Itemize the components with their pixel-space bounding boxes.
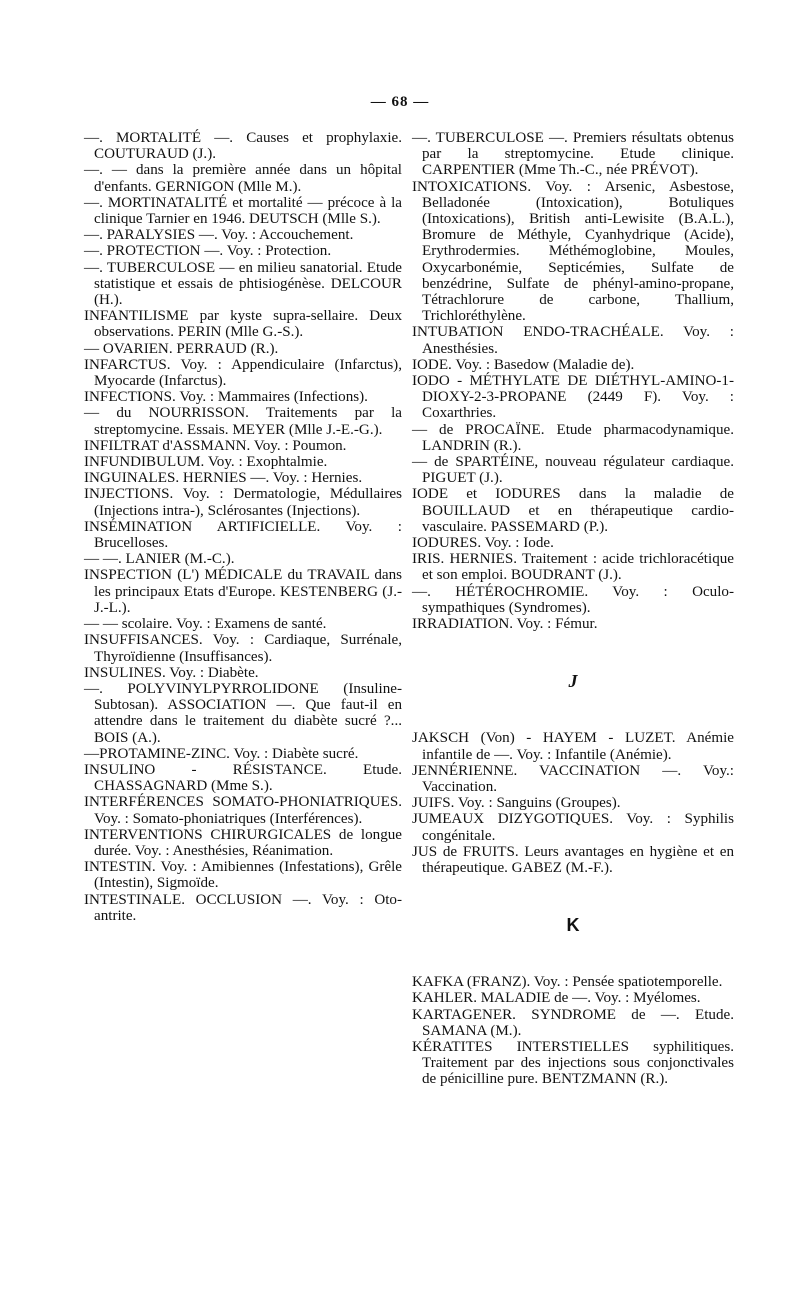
- index-entry: INSUFFISANCES. Voy. : Cardiaque, Surrénale, Thyroïdienne (Insuffisances).: [84, 632, 402, 665]
- index-entry: JENNÉRIENNE. VACCINATION —. Voy.: Vaccination.: [412, 762, 734, 795]
- index-entry: INFILTRAT d'ASSMANN. Voy. : Poumon.: [84, 437, 347, 454]
- index-entry: JUMEAUX DIZYGOTIQUES. Voy. : Syphilis congénitale.: [412, 811, 734, 844]
- index-entry: INJECTIONS. Voy. : Dermatologie, Médullaires (Injections intra-), Sclérosantes (Injections).: [84, 486, 402, 519]
- index-entry: — de PROCAÏNE. Etude pharmacodynamique. LANDRIN (R.).: [412, 421, 734, 454]
- index-entry: —. TUBERCULOSE —. Premiers résultats obtenus par la streptomycine. Etude clinique. CARPENTIER (Mme Th.-C., née PRÉVOT).: [412, 130, 734, 179]
- index-entry: INFUNDIBULUM. Voy. : Exophtalmie.: [84, 454, 328, 471]
- index-entry: —PROTAMINE-ZINC. Voy. : Diabète sucré.: [84, 745, 359, 762]
- index-entry: IODE. Voy. : Basedow (Maladie de).: [412, 356, 635, 373]
- index-entry: IRIS. HERNIES. Traitement : acide trichloracétique et son emploi. BOUDRANT (J.).: [412, 551, 734, 584]
- index-entry: JUIFS. Voy. : Sanguins (Groupes).: [412, 795, 621, 812]
- index-entry: —. MORTINATALITÉ et mortalité — précoce à la clinique Tarnier en 1946. DEUTSCH (Mlle S.).: [84, 194, 402, 228]
- index-entry: —. HÉTÉROCHROMIE. Voy. : Oculo-sympathiques (Syndromes).: [412, 583, 734, 616]
- index-column-left: [84, 130, 402, 924]
- index-entry: — OVARIEN. PERRAUD (R.).: [84, 340, 279, 357]
- index-entry: JUS de FRUITS. Leurs avantages en hygiène et en thérapeutique. GABEZ (M.-F.).: [412, 843, 734, 876]
- section-letter-j: J: [568, 671, 578, 692]
- index-entry: IODURES. Voy. : Iode.: [412, 535, 554, 552]
- index-entry: —. PARALYSIES —. Voy. : Accouchement.: [84, 227, 354, 244]
- index-entry: KAFKA (FRANZ). Voy. : Pensée spatiotemporelle.: [412, 974, 723, 991]
- index-entry: INTESTIN. Voy. : Amibiennes (Infestations), Grêle (Intestin), Sigmoïde.: [84, 859, 402, 892]
- section-letter-k: K: [566, 915, 580, 936]
- index-entry: INTERFÉRENCES SOMATO-PHONIATRIQUES. Voy. : Somato-phoniatriques (Interférences).: [84, 794, 402, 827]
- index-entry: KÉRATITES INTERSTIELLES syphilitiques. Traitement par des injections sous conjonctivales de pénicilline pure. BENTZMANN (R.).: [412, 1038, 734, 1088]
- index-entry: IRRADIATION. Voy. : Fémur.: [412, 616, 598, 633]
- index-entry: —. — dans la première année dans un hôpital d'enfants. GERNIGON (Mlle M.).: [84, 162, 402, 195]
- index-entry: — — scolaire. Voy. : Examens de santé.: [84, 616, 327, 633]
- page-number: — 68 —: [370, 94, 430, 110]
- index-entry: INSÉMINATION ARTIFICIELLE. Voy. : Brucelloses.: [84, 518, 402, 552]
- index-entry: — du NOURRISSON. Traitements par la streptomycine. Essais. MEYER (Mlle J.-E.-G.).: [84, 405, 402, 438]
- index-entry: —. PROTECTION —. Voy. : Protection.: [84, 243, 332, 260]
- index-entry: INTERVENTIONS CHIRURGICALES de longue durée. Voy. : Anesthésies, Réanimation.: [84, 826, 402, 859]
- index-entry: — —. LANIER (M.-C.).: [84, 551, 235, 568]
- index-entry: INSULINES. Voy. : Diabète.: [84, 664, 259, 681]
- index-entry: INFECTIONS. Voy. : Mammaires (Infections).: [84, 389, 368, 406]
- index-entry: —. MORTALITÉ —. Causes et prophylaxie. COUTURAUD (J.).: [84, 130, 402, 163]
- index-entry: INSULINO - RÉSISTANCE. Etude. CHASSAGNARD (Mme S.).: [84, 761, 402, 795]
- index-column-right: [412, 130, 734, 1088]
- index-entry: INGUINALES. HERNIES —. Voy. : Hernies.: [84, 470, 363, 487]
- index-entry: — de SPARTÉINE, nouveau régulateur cardiaque. PIGUET (J.).: [412, 454, 734, 487]
- index-entry: KARTAGENER. SYNDROME de —. Etude. SAMANA (M.).: [412, 1006, 734, 1039]
- index-entry: IODO - MÉTHYLATE DE DIÉTHYL-AMINO-1-DIOXY-2-3-PROPANE (2449 F). Voy. : Coxarthries.: [412, 373, 734, 422]
- index-entry: INTOXICATIONS. Voy. : Arsenic, Asbestose, Belladonée (Intoxication), Botuliques (Intoxications), British anti-Lewisite (B.A.L.), Bromure de Méthyle, Cyanhydrique (Acide), Erythrodermies. Méthémoglobine, Moules, Oxycarbonémie, Septicémies, Sulfate de benzédrine, Sulfate de phényl-amino-propane, Tétrachlorure de carbone, Thallium, Trichloréthylène.: [412, 178, 734, 325]
- section-j: [412, 730, 734, 876]
- index-entry: KAHLER. MALADIE de —. Voy. : Myélomes.: [412, 990, 701, 1007]
- index-entry: —. POLYVINYLPYRROLIDONE (Insuline-Subtosan). ASSOCIATION —. Que faut-il en attendre dans le traitement du diabète sucré ?... BOIS (A.).: [84, 680, 402, 746]
- index-entry: JAKSCH (Von) - HAYEM - LUZET. Anémie infantile de —. Voy. : Infantile (Anémie).: [412, 730, 734, 763]
- index-entry: INTESTINALE. OCCLUSION —. Voy. : Oto-antrite.: [84, 891, 402, 924]
- index-entry: INFARCTUS. Voy. : Appendiculaire (Infarctus), Myocarde (Infarctus).: [84, 356, 402, 390]
- section-i-continued: [412, 130, 734, 632]
- index-entry: INTUBATION ENDO-TRACHÉALE. Voy. : Anesthésies.: [412, 324, 734, 357]
- index-entry: —. TUBERCULOSE — en milieu sanatorial. Etude statistique et essais de phtisiogénèse. DELCOUR (H.).: [84, 259, 402, 309]
- section-k: [412, 974, 734, 1087]
- index-entry: INSPECTION (L') MÉDICALE du TRAVAIL dans les principaux Etats d'Europe. KESTENBERG (J.-J.-L.).: [84, 567, 402, 616]
- index-entry: IODE et IODURES dans la maladie de BOUILLAUD et en thérapeutique cardio-vasculaire. PASSEMARD (P.).: [412, 486, 734, 535]
- index-entry: INFANTILISME par kyste supra-sellaire. Deux observations. PERIN (Mlle G.-S.).: [84, 308, 402, 341]
